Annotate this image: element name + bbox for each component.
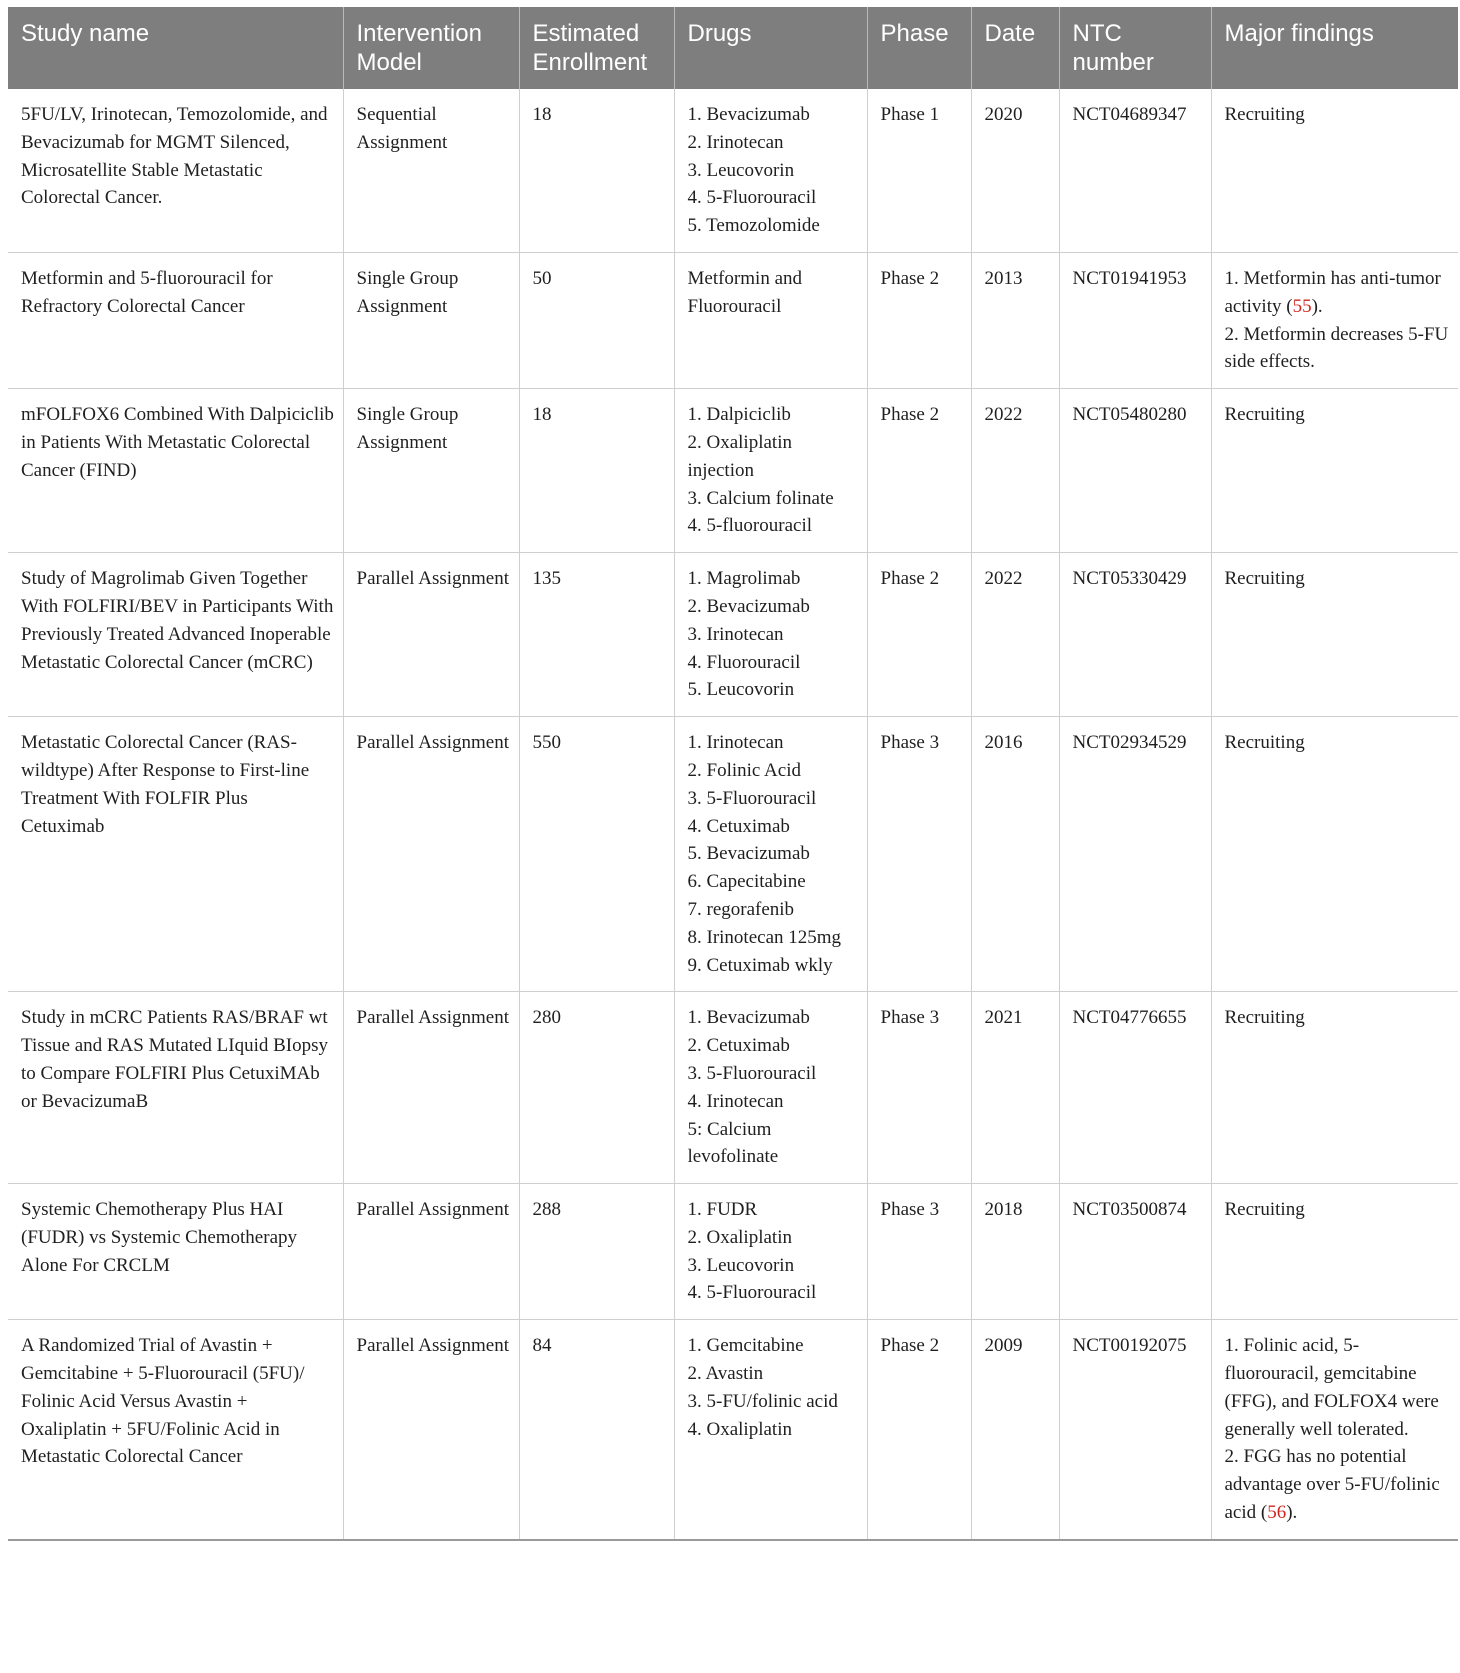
date-cell: 2018: [971, 1184, 1059, 1320]
ntc-number-cell: NCT03500874: [1059, 1184, 1211, 1320]
major-findings-cell: [1211, 1320, 1458, 1540]
citation-link[interactable]: 56: [1267, 1502, 1287, 1524]
intervention-model-cell: Parallel Assignment: [343, 717, 519, 992]
drug-item: 2. Avastin: [687, 1363, 764, 1385]
date-cell: 2013: [971, 252, 1059, 388]
phase-cell: Phase 3: [867, 992, 971, 1184]
phase-cell: Phase 1: [867, 89, 971, 252]
table-container: [8, 7, 1458, 1541]
ntc-number-cell: NCT04776655: [1059, 992, 1211, 1184]
drug-item: 4. Fluorouracil: [687, 651, 801, 673]
finding-text-suffix: ).: [1286, 1502, 1298, 1524]
finding-text: 2. Metformin decreases 5-FU side effects.: [1224, 323, 1449, 373]
major-findings-cell: [1211, 252, 1458, 388]
phase-cell: Phase 3: [867, 717, 971, 992]
drug-item: 4. 5-Fluorouracil: [687, 187, 817, 209]
finding-item: [1225, 321, 1451, 377]
drug-item: 7. regorafenib: [687, 898, 795, 920]
drug-item: 1. FUDR: [687, 1199, 758, 1221]
drug-item: 2. Irinotecan: [687, 131, 784, 153]
drug-item: 1. Bevacizumab: [687, 1007, 810, 1029]
drugs-cell: [674, 553, 867, 717]
drug-item: 1. Magrolimab: [687, 568, 801, 590]
drug-item: 2. Bevacizumab: [687, 595, 810, 617]
drug-item: 2. Cetuximab: [687, 1035, 790, 1057]
study-name-cell: Systemic Chemotherapy Plus HAI (FUDR) vs Systemic Chemotherapy Alone For CRCLM: [8, 1184, 343, 1320]
drug-item: 5. Leucovorin: [687, 679, 795, 701]
drug-item: 2. Oxaliplatin: [687, 1226, 792, 1248]
drug-item: 3. Irinotecan: [687, 623, 784, 645]
study-name-cell: Metastatic Colorectal Cancer (RAS-wildtype) After Response to First-line Treatment With FOLFIR Plus Cetuximab: [8, 717, 343, 992]
finding-text: Recruiting: [1224, 1199, 1305, 1221]
finding-item: [1225, 1443, 1451, 1526]
drugs-cell: [674, 1320, 867, 1540]
drug-item: 3. 5-Fluorouracil: [687, 787, 817, 809]
table-row: [8, 992, 1458, 1184]
drugs-cell: [674, 252, 867, 388]
ntc-number-cell: NCT05480280: [1059, 389, 1211, 553]
date-cell: 2021: [971, 992, 1059, 1184]
finding-text: Recruiting: [1224, 1007, 1305, 1029]
phase-cell: Phase 2: [867, 553, 971, 717]
phase-cell: Phase 3: [867, 1184, 971, 1320]
finding-item: [1225, 1196, 1451, 1224]
intervention-model-cell: Sequential Assignment: [343, 89, 519, 252]
finding-text: Recruiting: [1224, 732, 1305, 754]
drug-item: 2. Folinic Acid: [687, 759, 801, 781]
drug-item: 4. 5-fluorouracil: [687, 515, 813, 537]
study-name-cell: 5FU/LV, Irinotecan, Temozolomide, and Bevacizumab for MGMT Silenced, Microsatellite Stable Metastatic Colorectal Cancer.: [8, 89, 343, 252]
major-findings-cell: [1211, 553, 1458, 717]
date-cell: 2016: [971, 717, 1059, 992]
study-name-cell: Metformin and 5-fluorouracil for Refractory Colorectal Cancer: [8, 252, 343, 388]
clinical-trials-table: [8, 7, 1458, 1541]
intervention-model-cell: Parallel Assignment: [343, 1184, 519, 1320]
drug-item: 1. Bevacizumab: [687, 104, 810, 125]
study-name-cell: Study in mCRC Patients RAS/BRAF wt Tissue and RAS Mutated LIquid BIopsy to Compare FOLFIRI Plus CetuxiMAb or BevacizumaB: [8, 992, 343, 1184]
column-header-estimated-enrollment: Estimated Enrollment: [519, 7, 674, 89]
drug-item: 3. Leucovorin: [687, 159, 795, 181]
date-cell: 2020: [971, 89, 1059, 252]
drug-item: 4. Irinotecan: [687, 1090, 784, 1112]
drug-item: 4. Cetuximab: [687, 815, 790, 837]
column-header-intervention-model: Intervention Model: [343, 7, 519, 89]
drug-item: 8. Irinotecan 125mg: [687, 926, 842, 948]
drug-item: 5. Temozolomide: [687, 215, 820, 237]
finding-text: 1. Folinic acid, 5-fluorouracil, gemcitabine (FFG), and FOLFOX4 were generally well tolerated.: [1224, 1335, 1439, 1440]
drugs-cell: [674, 717, 867, 992]
phase-cell: Phase 2: [867, 389, 971, 553]
table-body: [8, 89, 1458, 1540]
enrollment-cell: 288: [519, 1184, 674, 1320]
drugs-cell: [674, 1184, 867, 1320]
major-findings-cell: [1211, 89, 1458, 252]
enrollment-cell: 18: [519, 389, 674, 553]
drug-item: 1. Irinotecan: [687, 732, 784, 754]
drug-item: 5. Bevacizumab: [687, 843, 810, 865]
table-row: [8, 1320, 1458, 1540]
intervention-model-cell: Parallel Assignment: [343, 1320, 519, 1540]
ntc-number-cell: NCT02934529: [1059, 717, 1211, 992]
ntc-number-cell: NCT01941953: [1059, 252, 1211, 388]
intervention-model-cell: Parallel Assignment: [343, 553, 519, 717]
table-row: [8, 717, 1458, 992]
citation-link[interactable]: 55: [1292, 295, 1312, 317]
intervention-model-cell: Single Group Assignment: [343, 389, 519, 553]
drug-item: 5: Calcium levofolinate: [687, 1118, 779, 1168]
study-name-cell: mFOLFOX6 Combined With Dalpiciclib in Patients With Metastatic Colorectal Cancer (FIND): [8, 389, 343, 553]
table-row: [8, 553, 1458, 717]
finding-text: 1. Metformin has anti-tumor activity (: [1224, 267, 1441, 317]
study-name-cell: Study of Magrolimab Given Together With FOLFIRI/BEV in Participants With Previously Treated Advanced Inoperable Metastatic Colorectal Cancer (mCRC): [8, 553, 343, 717]
finding-item: [1225, 401, 1451, 429]
finding-item: [1225, 729, 1451, 757]
table-row: [8, 89, 1458, 252]
intervention-model-cell: Single Group Assignment: [343, 252, 519, 388]
finding-text: Recruiting: [1224, 104, 1305, 125]
date-cell: 2022: [971, 389, 1059, 553]
finding-item: [1225, 1004, 1451, 1032]
table-header: [8, 7, 1458, 89]
date-cell: 2022: [971, 553, 1059, 717]
drugs-cell: [674, 389, 867, 553]
column-header-major-findings: Major findings: [1211, 7, 1458, 89]
finding-text: 2. FGG has no potential advantage over 5-FU/folinic acid (: [1224, 1446, 1440, 1524]
drug-item: 2. Oxaliplatin injection: [687, 431, 792, 481]
enrollment-cell: 18: [519, 89, 674, 252]
drug-item: 9. Cetuximab wkly: [687, 954, 833, 976]
major-findings-cell: [1211, 1184, 1458, 1320]
finding-item: [1225, 265, 1451, 321]
drug-item: 4. Oxaliplatin: [687, 1418, 792, 1440]
enrollment-cell: 84: [519, 1320, 674, 1540]
column-header-drugs: Drugs: [674, 7, 867, 89]
drug-item: 3. Calcium folinate: [687, 487, 834, 509]
table-row: [8, 252, 1458, 388]
enrollment-cell: 550: [519, 717, 674, 992]
drug-item: 3. 5-FU/folinic acid: [687, 1390, 838, 1412]
enrollment-cell: 50: [519, 252, 674, 388]
enrollment-cell: 135: [519, 553, 674, 717]
phase-cell: Phase 2: [867, 252, 971, 388]
finding-item: [1225, 1332, 1451, 1443]
finding-text-suffix: ).: [1311, 295, 1323, 317]
finding-item: [1225, 565, 1451, 593]
drug-item: 3. Leucovorin: [687, 1254, 795, 1276]
drug-item: 4. 5-Fluorouracil: [687, 1282, 817, 1304]
column-header-date: Date: [971, 7, 1059, 89]
ntc-number-cell: NCT00192075: [1059, 1320, 1211, 1540]
enrollment-cell: 280: [519, 992, 674, 1184]
table-row: [8, 389, 1458, 553]
ntc-number-cell: NCT04689347: [1059, 89, 1211, 252]
drug-item: Metformin and Fluorouracil: [687, 267, 803, 317]
drugs-cell: [674, 89, 867, 252]
phase-cell: Phase 2: [867, 1320, 971, 1540]
drug-item: 3. 5-Fluorouracil: [687, 1062, 817, 1084]
major-findings-cell: [1211, 717, 1458, 992]
ntc-number-cell: NCT05330429: [1059, 553, 1211, 717]
header-row: [8, 7, 1458, 89]
column-header-ntc-number: NTC number: [1059, 7, 1211, 89]
column-header-phase: Phase: [867, 7, 971, 89]
drug-item: 6. Capecitabine: [687, 871, 806, 893]
finding-text: Recruiting: [1224, 568, 1305, 590]
drugs-cell: [674, 992, 867, 1184]
column-header-study-name: Study name: [8, 7, 343, 89]
major-findings-cell: [1211, 992, 1458, 1184]
finding-text: Recruiting: [1224, 404, 1305, 426]
major-findings-cell: [1211, 389, 1458, 553]
date-cell: 2009: [971, 1320, 1059, 1540]
drug-item: 1. Dalpiciclib: [687, 404, 791, 426]
table-row: [8, 1184, 1458, 1320]
study-name-cell: A Randomized Trial of Avastin + Gemcitabine + 5-Fluorouracil (5FU)/ Folinic Acid Versus Avastin + Oxaliplatin + 5FU/Folinic Acid in Metastatic Colorectal Cancer: [8, 1320, 343, 1540]
drug-item: 1. Gemcitabine: [687, 1335, 804, 1357]
finding-item: [1225, 101, 1451, 129]
intervention-model-cell: Parallel Assignment: [343, 992, 519, 1184]
